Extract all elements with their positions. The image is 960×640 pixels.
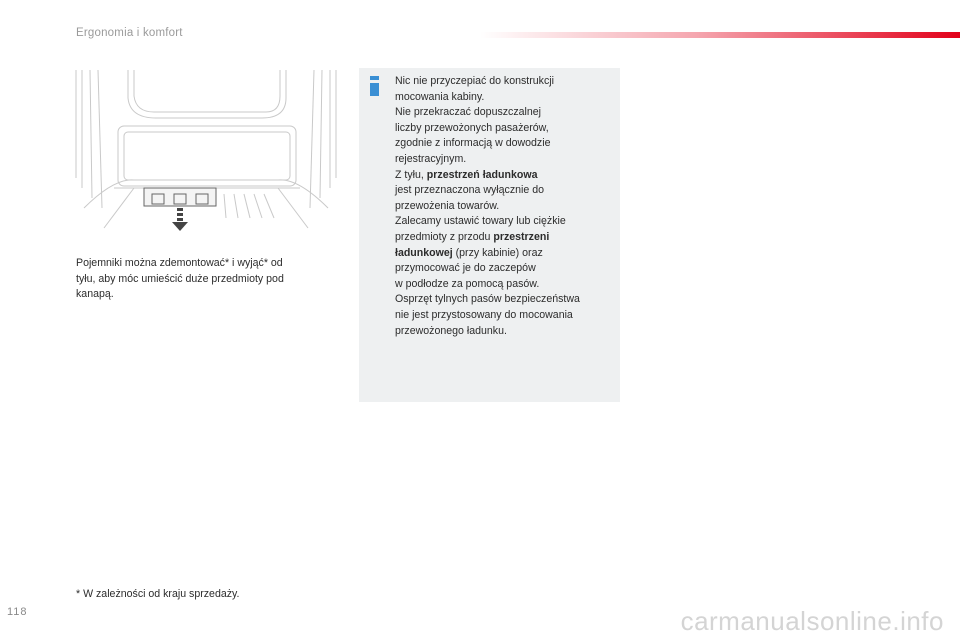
page-number: 118: [7, 606, 28, 618]
info-line: mocowania kabiny.: [395, 90, 485, 103]
section-title: Ergonomia i komfort: [76, 27, 183, 39]
header-accent-bar: [480, 32, 960, 38]
info-line: Nie przekraczać dopuszczalnej: [395, 106, 542, 119]
info-line: jest przeznaczona wyłącznie do: [395, 184, 544, 197]
info-line: nie jest przystosowany do mocowania: [395, 308, 573, 321]
info-line: Nic nie przyczepiać do konstrukcji: [395, 75, 554, 87]
cabin-storage-illustration: [74, 68, 338, 232]
watermark: carmanualsonline.info: [680, 606, 944, 636]
info-bold-run: ładunkowej: [395, 246, 453, 259]
body-paragraph: [76, 256, 338, 303]
info-line: [395, 230, 617, 246]
info-text: [395, 74, 617, 339]
info-line: w podłodze za pomocą pasów.: [395, 277, 540, 290]
body-line: tyłu, aby móc umieścić duże przedmioty pod: [76, 272, 284, 285]
info-bold-run: przestrzeni: [493, 230, 550, 243]
info-line: przewożenia towarów.: [395, 199, 500, 212]
info-line: rejestracyjnym.: [395, 152, 467, 165]
body-line: kanapą.: [76, 288, 114, 301]
body-line: Pojemniki można zdemontować* i wyjąć* od: [76, 257, 283, 269]
info-line: [395, 168, 617, 184]
footnote: * W zależności od kraju sprzedaży.: [76, 588, 240, 600]
info-text-run: Z tyłu,: [395, 168, 427, 181]
info-text-run: (przy kabinie) oraz: [452, 246, 543, 259]
info-line: zgodnie z informacją w dowodzie: [395, 137, 551, 150]
info-text-run: przedmioty z przodu: [395, 230, 494, 243]
info-line: Zalecamy ustawić towary lub ciężkie: [395, 215, 566, 228]
info-line: liczby przewożonych pasażerów,: [395, 121, 549, 134]
info-bold-run: przestrzeń ładunkowa: [426, 168, 538, 181]
info-line: Osprzęt tylnych pasów bezpieczeństwa: [395, 293, 580, 306]
info-line: przewożonego ładunku.: [395, 324, 507, 337]
info-line: przymocować je do zaczepów: [395, 262, 536, 275]
info-icon: [370, 76, 379, 96]
info-line: [395, 246, 617, 262]
info-box: [359, 68, 620, 402]
